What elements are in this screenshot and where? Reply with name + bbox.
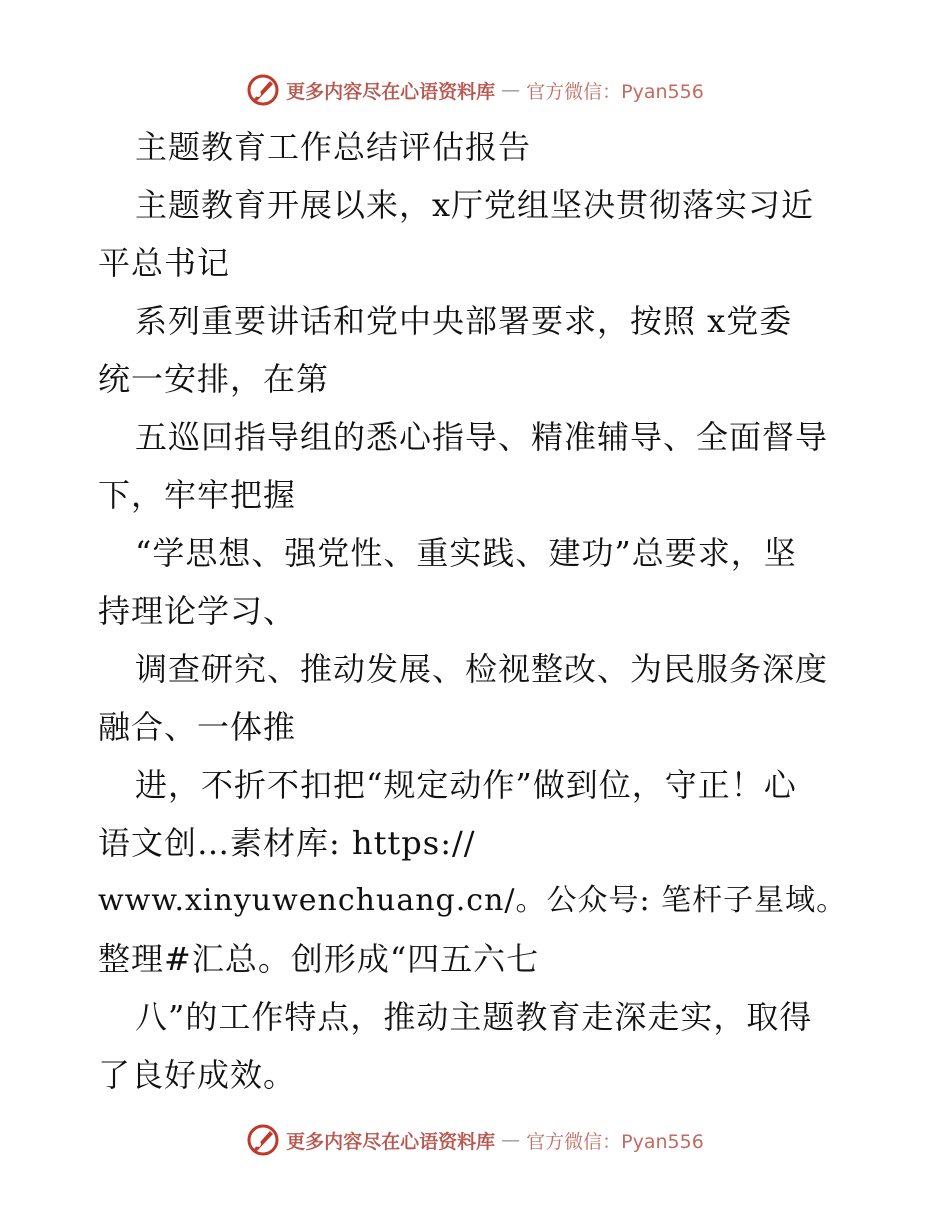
text-line: 整理#汇总。创形成“四五六七 [98, 940, 540, 978]
text-line: 持理论学习、 [98, 592, 297, 630]
banner-wechat: 官方微信：Pyan556 [526, 80, 704, 103]
quill-pen-logo-icon [246, 73, 280, 107]
text-line: 下，牢牢把握 [98, 476, 297, 514]
banner-slogan: 更多内容尽在心语资料库 [286, 80, 496, 103]
banner-separator: — [501, 79, 521, 101]
document-body [98, 118, 868, 1104]
text-line: 语文创…素材库: https:// [98, 824, 476, 862]
text-line: 调查研究、推动发展、检视整改、为民服务深度 [135, 650, 829, 688]
text-line: 八”的工作特点，推动主题教育走深走实，取得 [135, 998, 813, 1036]
text-line: 系列重要讲话和党中央部署要求，按照 x党委 [135, 302, 793, 340]
document-title: 主题教育工作总结评估报告 [135, 128, 532, 166]
banner-wechat: 官方微信：Pyan556 [526, 1130, 704, 1153]
text-line: 统一安排，在第 [98, 360, 330, 398]
text-line: “学思想、强党性、重实践、建功”总要求，坚 [135, 534, 797, 572]
text-line: 平总书记 [98, 244, 231, 282]
text-line: 进，不折不扣把“规定动作”做到位，守正！心 [135, 766, 797, 804]
text-line: 五巡回指导组的悉心指导、精准辅导、全面督导 [135, 418, 829, 456]
footer-banner [0, 1120, 950, 1160]
text-line: 主题教育开展以来，x厅党组坚决贯彻落实习近 [135, 186, 815, 224]
banner-separator: — [501, 1129, 521, 1151]
url-line: www.xinyuwenchuang.cn/。公众号: 笔杆子星域。 [98, 883, 848, 918]
text-line: 融合、一体推 [98, 708, 297, 746]
header-banner [0, 70, 950, 110]
banner-slogan: 更多内容尽在心语资料库 [286, 1130, 496, 1153]
quill-pen-logo-icon [246, 1123, 280, 1157]
text-line: 了良好成效。 [98, 1056, 297, 1094]
